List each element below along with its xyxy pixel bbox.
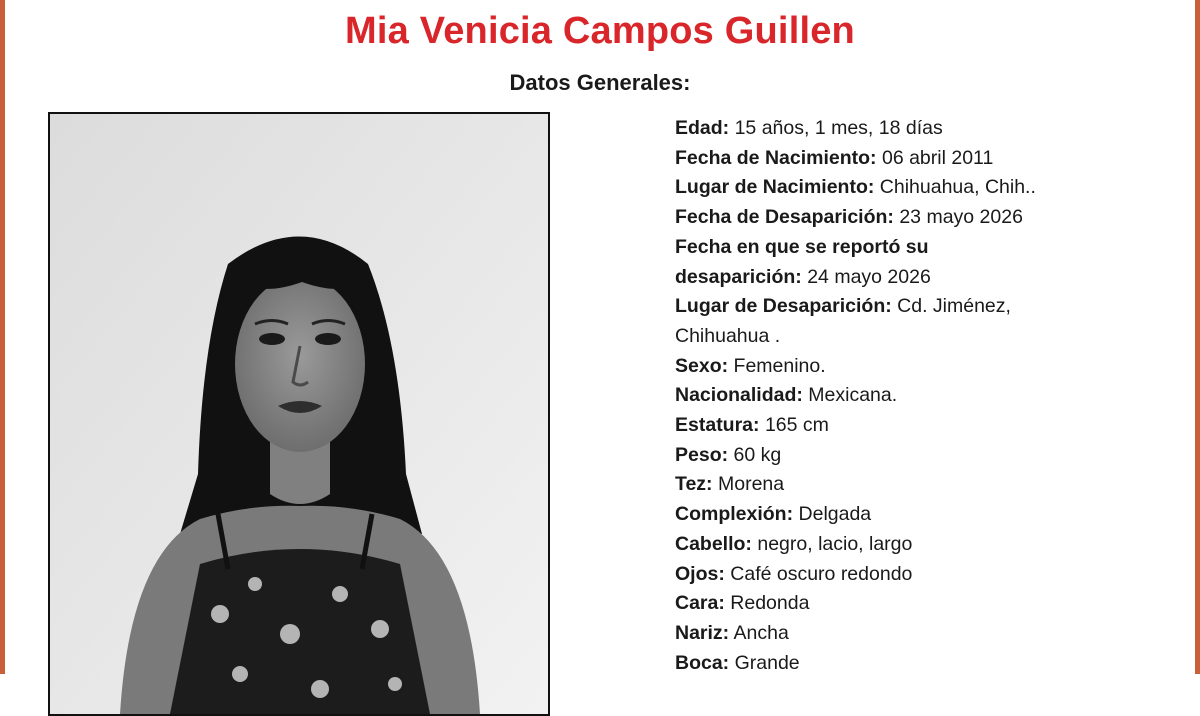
field-value: Café oscuro redondo (724, 562, 913, 585)
field-fecha-desaparicion (675, 203, 1175, 233)
field-value: 06 abril 2011 (876, 146, 994, 169)
person-name-title: Mia Venicia Campos Guillen (345, 10, 855, 52)
field-label: Lugar de Nacimiento: (675, 176, 875, 199)
field-sexo (675, 352, 1175, 382)
field-label: Nariz: (675, 621, 730, 644)
field-label: Fecha en que se reportó su desaparición: (675, 235, 929, 288)
field-label: Lugar de Desaparición: (675, 295, 892, 318)
section-title: Datos Generales: (509, 70, 691, 95)
field-estatura (675, 411, 1175, 441)
field-peso (675, 441, 1175, 471)
field-cabello (675, 530, 1175, 560)
person-photo (48, 112, 550, 716)
field-nacionalidad (675, 381, 1175, 411)
field-value: Morena (712, 473, 785, 496)
field-label: Nacionalidad: (675, 384, 803, 407)
field-value: Delgada (793, 503, 872, 526)
poster-border-left (0, 0, 5, 674)
field-value: Chihuahua, Chih.. (874, 176, 1036, 199)
field-fecha-reporte (675, 233, 975, 292)
field-label: Edad: (675, 117, 730, 139)
field-tez (675, 470, 1175, 500)
general-data-list (675, 114, 1175, 678)
field-cara (675, 589, 1175, 619)
field-lugar-desaparicion (675, 292, 1035, 351)
field-complexion (675, 500, 1175, 530)
field-label: Sexo: (675, 354, 729, 377)
field-label: Ojos: (675, 562, 725, 585)
field-edad (675, 114, 1175, 144)
field-value: negro, lacio, largo (751, 532, 913, 555)
field-value: Femenino. (728, 354, 826, 377)
field-label: Boca: (675, 651, 730, 674)
field-ojos (675, 560, 1175, 590)
field-value: Grande (729, 651, 800, 674)
field-label: Peso: (675, 443, 729, 466)
field-value: Cd. Jiménez, Chihuahua . (675, 295, 1011, 347)
field-value: 15 años, 1 mes, 18 días (729, 117, 943, 139)
field-label: Cabello: (675, 532, 752, 555)
person-photo-illustration (50, 114, 548, 714)
field-value: Ancha (729, 621, 789, 644)
field-value: 165 cm (759, 414, 829, 437)
poster-border-right (1195, 0, 1200, 674)
field-label: Tez: (675, 473, 713, 496)
field-nariz (675, 619, 1175, 649)
field-fecha-nacimiento (675, 144, 1175, 174)
field-value: Redonda (724, 592, 810, 615)
field-value: Mexicana. (802, 384, 898, 407)
field-value: 24 mayo 2026 (801, 265, 931, 288)
field-label: Complexión: (675, 503, 794, 526)
field-label: Estatura: (675, 414, 760, 437)
field-value: 23 mayo 2026 (893, 206, 1023, 229)
field-label: Cara: (675, 592, 725, 615)
field-label: Fecha de Desaparición: (675, 206, 894, 229)
field-lugar-nacimiento (675, 173, 1175, 203)
field-label: Fecha de Nacimiento: (675, 146, 877, 169)
field-value: 60 kg (728, 443, 782, 466)
